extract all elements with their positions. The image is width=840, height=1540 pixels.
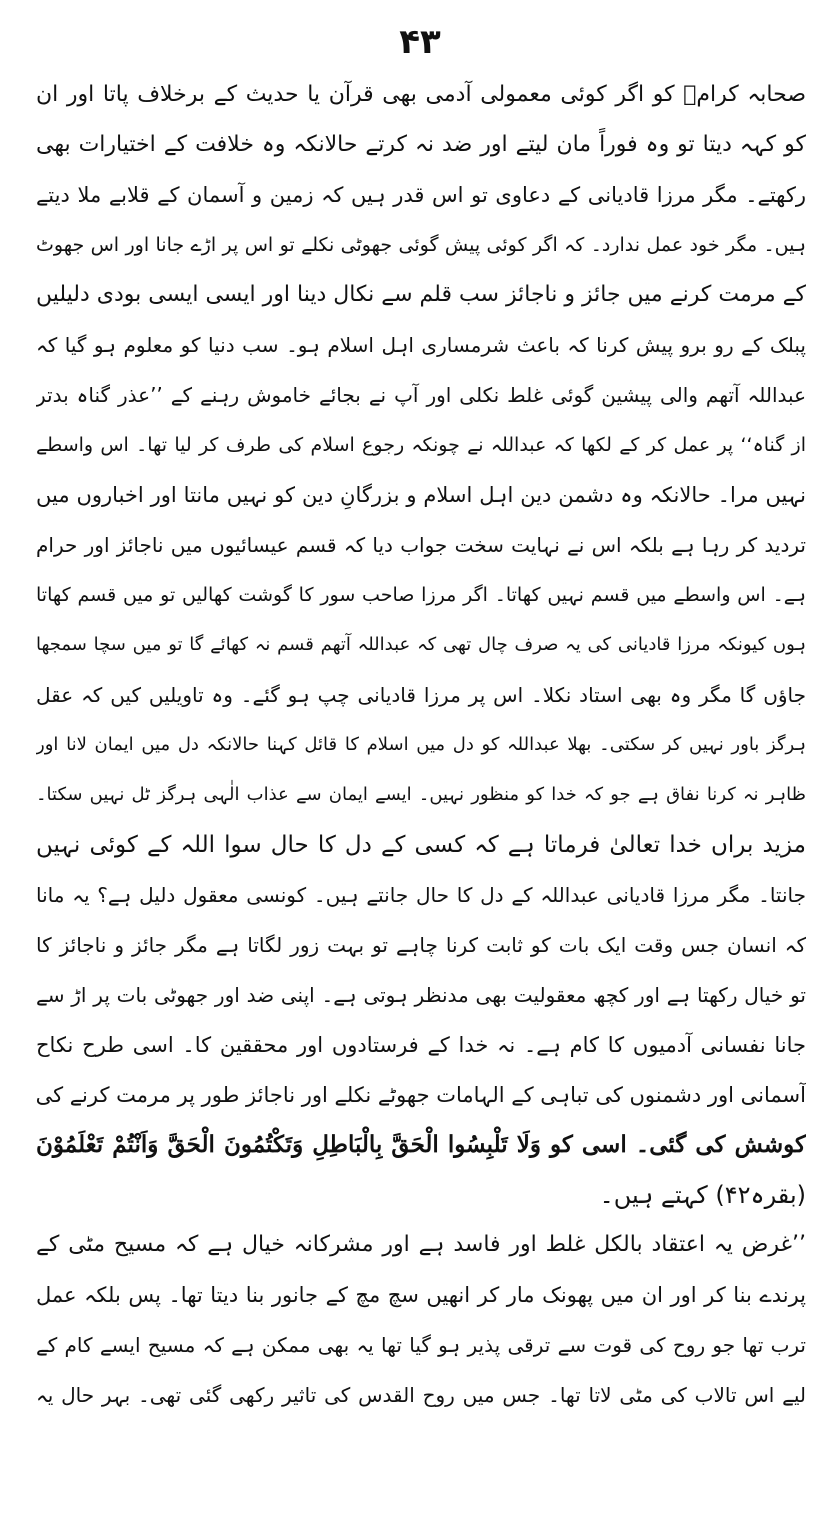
text-line: عبداللہ آتھم والی پیشین گوئی غلط نکلی اور آپ نے بجائے خاموش رہنے کے ’’عذر گناہ بدتر: [36, 383, 806, 407]
text-line: کے مرمت کرنے میں جائز و ناجائز سب قلم سے نکال دینا اور ایسی ایسی بودی دلیلیں: [36, 282, 806, 307]
text-line: ’’غرض یہ اعتقاد بالکل غلط اور فاسد ہے اور مشرکانہ خیال ہے کہ مسیح مٹی کے: [36, 1232, 806, 1257]
text-line: نہیں مرا۔ حالانکہ وہ دشمن دین اہل اسلام و بزرگانِ دین کو نہیں مانتا اور اخباروں میں: [36, 483, 806, 507]
text-line: پرندے بنا کر اور ان میں پھونک مار کر انھیں سچ مچ کے جانور بنا دیتا تھا۔ پس بلکہ عمل: [36, 1283, 806, 1307]
text-line: جانا نفسانی آدمیوں کا کام ہے۔ نہ خدا کے فرستادوں اور محققین کا۔ اسی طرح نکاح: [36, 1033, 806, 1057]
text-line: ترب تھا جو روح کی قوت سے ترقی پذیر ہو گیا تھا یہ بھی ممکن ہے کہ مسیح ایسے کام کے: [36, 1333, 806, 1357]
text-line: پبلک کے رو برو پیش کرنا کہ باعث شرمساری اہل اسلام ہو۔ سب دنیا کو معلوم ہو گیا کہ: [36, 333, 806, 357]
text-line: کہ انسان جس وقت ایک بات کو ثابت کرنا چاہے تو بہت زور لگاتا ہے مگر جائز و ناجائز کا: [36, 933, 806, 957]
text-line: آسمانی اور دشمنوں کی تباہی کے الہامات جھوٹے نکلے اور ناجائز طور پر مرمت کرنے کی: [36, 1083, 806, 1107]
paragraph-3-quote: [36, 1220, 806, 1420]
text-line: رکھتے۔ مگر مرزا قادیانی کے دعاوی تو اس قدر ہیں کہ زمین و آسمان کے قلابے ملا دیتے: [36, 183, 806, 207]
text-line: تو خیال رکھتا ہے اور کچھ معقولیت بھی مدنظر ہوتی ہے۔ اپنی ضد اور جھوٹی بات پر اڑ سے: [36, 983, 806, 1007]
quran-verse-line: کوشش کی گئی۔ اسی کو وَلَا تَلْبِسُوا الْحَقَّ بِالْبَاطِلِ وَتَكْتُمُونَ الْحَقَّ وَاَنْتُمْ تَعْلَمُوْنَ: [36, 1131, 806, 1158]
text-line: جاؤں گا مگر وہ بھی استاد نکلا۔ اس پر مرزا قادیانی چپ ہو گئے۔ وہ تاویلیں کیں کہ عقل: [36, 683, 806, 707]
text-line: از گناہ‘‘ پر عمل کر کے لکھا کہ عبداللہ نے چونکہ رجوع اسلام کی طرف کر لیا تھا۔ اس واسطے: [36, 434, 806, 456]
text-line: لیے اس تالاب کی مٹی لاتا تھا۔ جس میں روح القدس کی تاثیر رکھی گئی تھی۔ بہر حال یہ: [36, 1383, 806, 1407]
paragraph-2: [36, 820, 806, 1220]
text-line: ظاہر نہ کرنا نفاق ہے جو کہ خدا کو منظور نہیں۔ ایسے ایمان سے عذاب الٰہی ہرگز ٹل نہیں سکتا۔: [36, 784, 806, 805]
text-line: ہرگز باور نہیں کر سکتی۔ بھلا عبداللہ کو دل میں اسلام کا قائل کہنا حالانکہ دل میں ایمان لانا اور: [36, 734, 806, 755]
page-number: ۴۳: [399, 22, 441, 62]
text-line: ہوں کیونکہ مرزا قادیانی کی یہ صرف چال تھی کہ عبداللہ آتھم قسم نہ کھائے گا تو میں سچا سمجھا: [36, 634, 806, 655]
paragraph-1: [36, 70, 806, 820]
text-line: (بقرہ۴۲) کہتے ہیں۔: [599, 1181, 806, 1209]
text-line: تردید کر رہا ہے بلکہ اس نے نہایت سخت جواب دیا کہ قسم عیسائیوں میں ناجائز اور حرام: [36, 533, 806, 557]
text-line: ہے۔ اس واسطے میں قسم نہیں کھاتا۔ اگر مرزا صاحب سور کا گوشت کھالیں تو میں قسم کھاتا: [36, 584, 806, 606]
text-line: جانتا۔ مگر مرزا قادیانی عبداللہ کے دل کا حال جانتے ہیں۔ کونسی معقول دلیل ہے؟ یہ مانا: [36, 883, 806, 907]
text-line: صحابہ کرامؓ کو اگر کوئی معمولی آدمی بھی قرآن یا حدیث کے برخلاف پاتا اور ان: [36, 82, 806, 107]
body-text: [36, 70, 806, 1420]
text-line: کو کہہ دیتا تو وہ فوراً مان لیتے اور ضد نہ کرتے حالانکہ وہ خلافت کے اختیارات بھی: [36, 132, 806, 157]
text-line: ہیں۔ مگر خود عمل ندارد۔ کہ اگر کوئی پیش گوئی جھوٹی نکلے تو اس پر اڑے جانا اور اس جھوٹ: [36, 234, 806, 256]
text-line: مزید براں خدا تعالیٰ فرماتا ہے کہ کسی کے دل کا حال سوا اللہ کے کوئی نہیں: [36, 832, 806, 858]
